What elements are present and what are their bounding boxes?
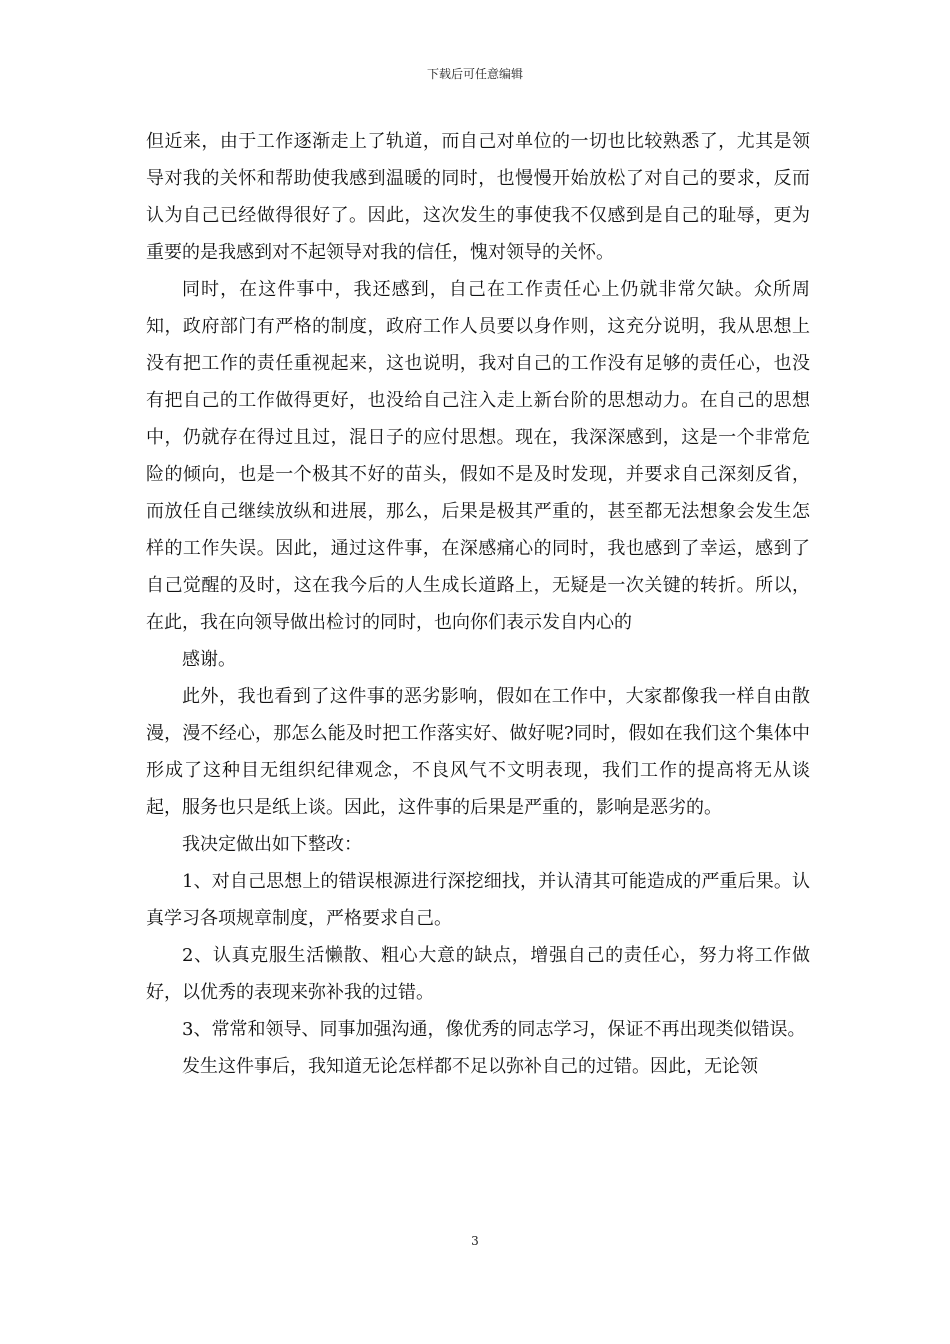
page-header: 下载后可任意编辑 (426, 67, 523, 81)
paragraph-4: 此外，我也看到了这件事的恶劣影响，假如在工作中，大家都像我一样自由散漫，漫不经心，那怎么能及时把工作落实好、做好呢?同时，假如在我们这个集体中形成了这种目无组织纪律观念，不良风气不文明表现，我们工作的提高将无从谈起，服务也只是纸上谈。因此，这件事的后果是严重的，影响是恶劣的。 (146, 686, 810, 818)
list-item-3: 3、常常和领导、同事加强沟通，像优秀的同志学习，保证不再出现类似错误。 (182, 1019, 806, 1040)
paragraph-2: 同时，在这件事中，我还感到，自己在工作责任心上仍就非常欠缺。众所周知，政府部门有严格的制度，政府工作人员要以身作则，这充分说明，我从思想上没有把工作的责任重视起来，这也说明，我对自己的工作没有足够的责任心，也没有把自己的工作做得更好，也没给自己注入走上新台阶的思想动力。在自己的思想中，仍就存在得过且过，混日子的应付思想。现在，我深深感到，这是一个非常危险的倾向，也是一个极其不好的苗头，假如不是及时发现，并要求自己深刻反省，而放任自己继续放纵和进展，那么，后果是极其严重的，甚至都无法想象会发生怎样的工作失误。因此，通过这件事，在深感痛心的同时，我也感到了幸运，感到了自己觉醒的及时，这在我今后的人生成长道路上，无疑是一次关键的转折。所以，在此，我在向领导做出检讨的同时，也向你们表示发自内心的 (146, 279, 810, 633)
list-item-1: 1、对自己思想上的错误根源进行深挖细找，并认清其可能造成的严重后果。认真学习各项规章制度，严格要求自己。 (146, 871, 810, 929)
paragraph-6: 发生这件事后，我知道无论怎样都不足以弥补自己的过错。因此，无论领 (182, 1056, 758, 1077)
list-item-2: 2、认真克服生活懒散、粗心大意的缺点，增强自己的责任心，努力将工作做好，以优秀的表现来弥补我的过错。 (146, 945, 810, 1003)
page-number: 3 (471, 1234, 479, 1248)
paragraph-3: 感谢。 (182, 649, 236, 670)
paragraph-5: 我决定做出如下整改： (182, 834, 362, 855)
document-body (146, 123, 810, 1085)
paragraph-1: 但近来，由于工作逐渐走上了轨道，而自己对单位的一切也比较熟悉了，尤其是领导对我的关怀和帮助使我感到温暖的同时，也慢慢开始放松了对自己的要求，反而认为自己已经做得很好了。因此，这次发生的事使我不仅感到是自己的耻辱，更为重要的是我感到对不起领导对我的信任，愧对领导的关怀。 (146, 131, 810, 263)
